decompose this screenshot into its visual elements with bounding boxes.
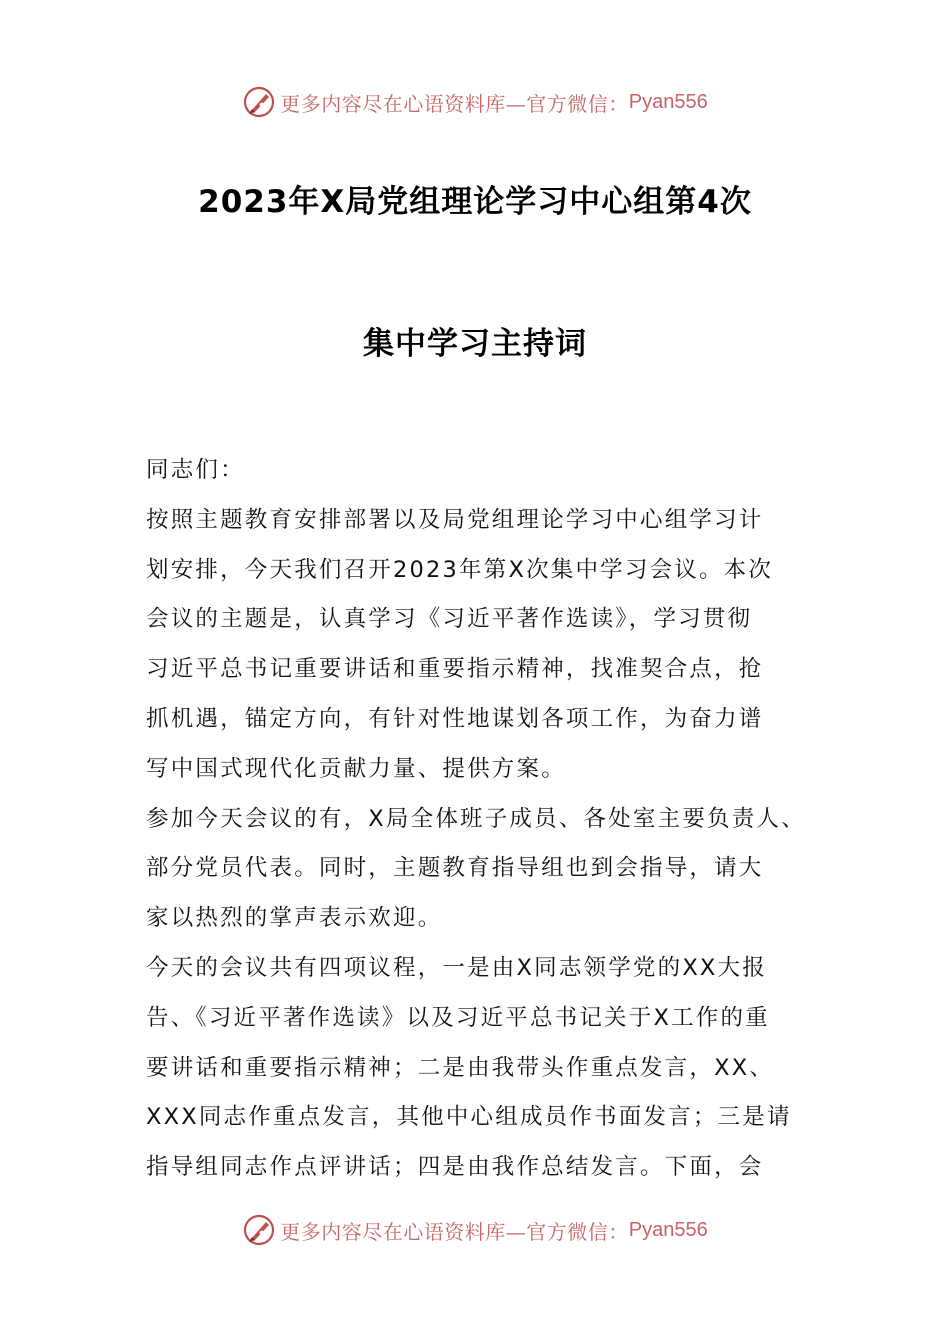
watermark-text: 更多内容尽在心语资料库—官方微信： (280, 1219, 629, 1244)
body-line: 抓机遇，锚定方向，有针对性地谋划各项工作，为奋力谱 (146, 705, 764, 732)
watermark-text: 更多内容尽在心语资料库—官方微信： (280, 91, 629, 116)
document-title-line-1: 2023年X局党组理论学习中心组第4次 (198, 184, 752, 220)
watermark-header (0, 82, 950, 122)
body-line: 划安排，今天我们召开2023年第X次集中学习会议。本次 (146, 556, 774, 583)
pen-logo-icon (242, 1213, 276, 1247)
body-line: 指导组同志作点评讲话；四是由我作总结发言。下面，会 (146, 1154, 764, 1181)
watermark-footer (0, 1210, 950, 1250)
pen-logo-icon (242, 85, 276, 119)
body-line: 参加今天会议的有，X局全体班子成员、各处室主要负责人、 (146, 805, 806, 832)
watermark-wechat-id: Pyan556 (628, 1218, 708, 1241)
body-line: 部分党员代表。同时，主题教育指导组也到会指导，请大 (146, 855, 764, 882)
body-line: 家以热烈的掌声表示欢迎。 (146, 905, 443, 932)
body-line: 按照主题教育安排部署以及局党组理论学习中心组学习计 (146, 506, 764, 533)
document-title-line-2: 集中学习主持词 (363, 326, 587, 362)
body-line: 写中国式现代化贡献力量、提供方案。 (146, 755, 566, 782)
body-line: 告、《习近平著作选读》以及习近平总书记关于X工作的重 (146, 1004, 770, 1031)
body-line: 会议的主题是，认真学习《习近平著作选读》，学习贯彻 (146, 606, 753, 633)
body-line: 要讲话和重要指示精神；二是由我带头作重点发言，XX、 (146, 1054, 775, 1081)
body-line: 今天的会议共有四项议程，一是由X同志领学党的XX大报 (146, 954, 767, 981)
body-line: XXX同志作重点发言，其他中心组成员作书面发言；三是请 (146, 1104, 792, 1131)
watermark-wechat-id: Pyan556 (628, 90, 708, 113)
body-line: 习近平总书记重要讲话和重要指示精神，找准契合点，抢 (146, 656, 764, 683)
body-line: 同志们： (146, 457, 245, 483)
document-body (146, 446, 826, 1193)
